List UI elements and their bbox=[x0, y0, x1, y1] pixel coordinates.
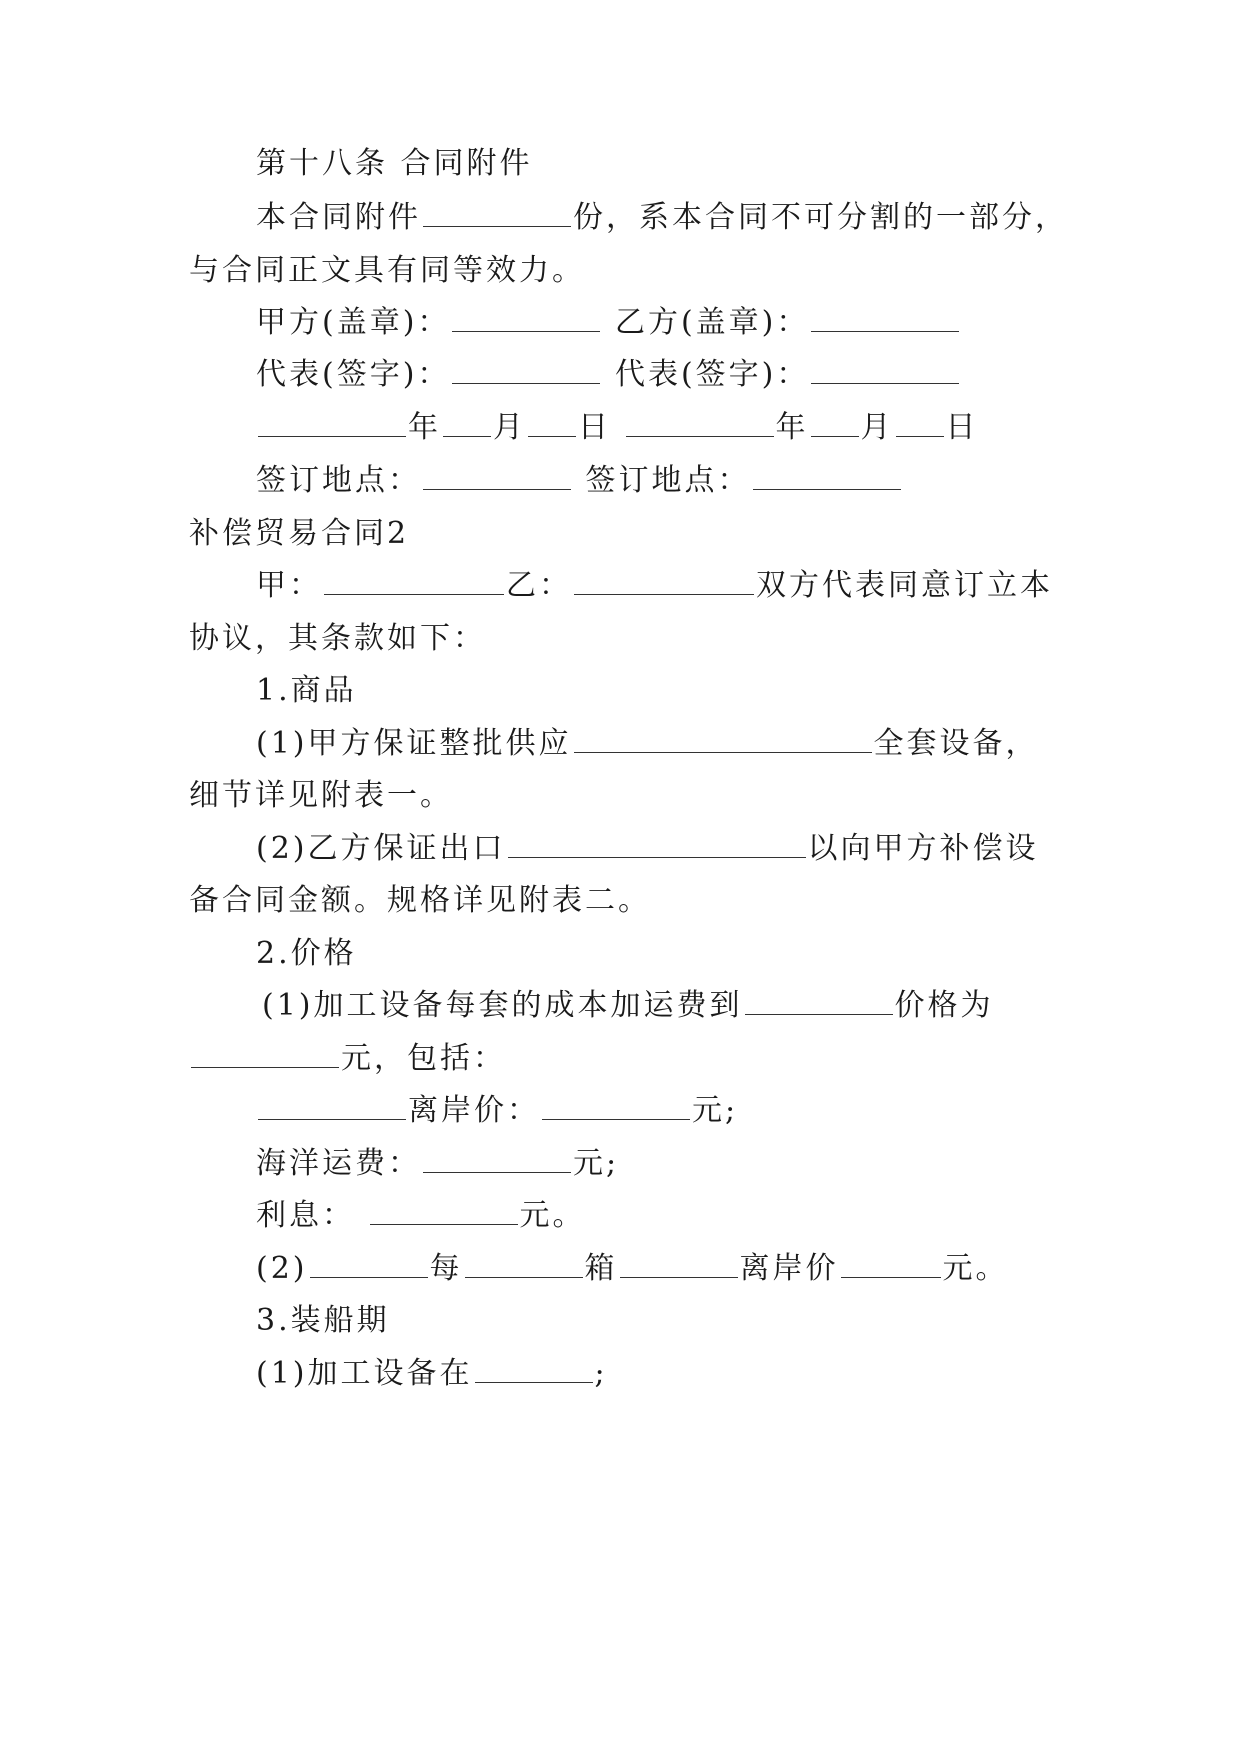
fob-price-field[interactable] bbox=[841, 1251, 941, 1278]
section-1-title: 1.商品 bbox=[256, 673, 357, 708]
section-3-title: 3.装船期 bbox=[256, 1303, 390, 1338]
port-field[interactable] bbox=[620, 1251, 738, 1278]
interest-amount-field[interactable] bbox=[370, 1198, 518, 1225]
paragraph-line: (1)加工设备在 ; bbox=[256, 1356, 608, 1391]
paragraph-line: 备合同金额。规格详见附表二。 bbox=[189, 883, 651, 918]
export-goods-field[interactable] bbox=[508, 831, 806, 858]
paragraph-line: 细节详见附表一。 bbox=[189, 778, 453, 813]
month-field[interactable] bbox=[443, 410, 491, 437]
month-field[interactable] bbox=[811, 410, 859, 437]
section-2-title: 2.价格 bbox=[256, 936, 357, 971]
party-b-name-field[interactable] bbox=[574, 568, 754, 595]
day-field[interactable] bbox=[896, 410, 944, 437]
contract-2-title: 补偿贸易合同2 bbox=[189, 516, 410, 551]
quantity-field[interactable] bbox=[465, 1251, 583, 1278]
signature-line-rep: 代表(签字)： 代表(签字)： bbox=[256, 355, 961, 395]
paragraph-line: 元，包括： bbox=[189, 1039, 506, 1079]
shipment-date-field[interactable] bbox=[475, 1356, 593, 1383]
goods-field[interactable] bbox=[310, 1251, 428, 1278]
year-field[interactable] bbox=[258, 410, 406, 437]
paragraph-line: (1)甲方保证整批供应 全套设备， bbox=[256, 726, 1039, 761]
equipment-field[interactable] bbox=[574, 726, 872, 753]
article-18-title: 第十八条 合同附件 bbox=[256, 146, 533, 181]
party-b-seal-field[interactable] bbox=[811, 305, 959, 332]
party-a-name-field[interactable] bbox=[324, 568, 504, 595]
rep-b-field[interactable] bbox=[811, 357, 959, 384]
intro-line: 甲： 乙： 双方代表同意订立本 bbox=[256, 568, 1053, 603]
fob-item-field[interactable] bbox=[258, 1093, 406, 1120]
signature-line-seal: 甲方(盖章)： 乙方(盖章)： bbox=[256, 303, 961, 343]
fob-amount-field[interactable] bbox=[542, 1093, 690, 1120]
year-field[interactable] bbox=[626, 410, 774, 437]
destination-field[interactable] bbox=[745, 988, 893, 1015]
freight-line: 海洋运费： 元; bbox=[256, 1146, 620, 1181]
blank-field[interactable] bbox=[423, 200, 571, 227]
day-field[interactable] bbox=[528, 410, 576, 437]
interest-line: 利息： 元。 bbox=[256, 1198, 586, 1233]
date-line: 年 月 日 年 月 日 bbox=[256, 408, 979, 448]
place-a-field[interactable] bbox=[423, 463, 571, 490]
rep-a-field[interactable] bbox=[452, 357, 600, 384]
place-b-field[interactable] bbox=[753, 463, 901, 490]
intro-line-2: 协议，其条款如下： bbox=[189, 621, 486, 656]
paragraph-line: 与合同正文具有同等效力。 bbox=[189, 253, 585, 288]
paragraph-line: (1)加工设备每套的成本加运费到 价格为 bbox=[262, 988, 994, 1023]
paragraph-line: (2) 每 箱 离岸价 元。 bbox=[256, 1251, 1009, 1286]
party-a-seal-field[interactable] bbox=[452, 305, 600, 332]
place-line: 签订地点： 签订地点： bbox=[256, 461, 903, 501]
freight-amount-field[interactable] bbox=[423, 1146, 571, 1173]
price-field[interactable] bbox=[191, 1041, 339, 1068]
paragraph-line: (2)乙方保证出口 以向甲方补偿设 bbox=[256, 831, 1039, 866]
paragraph-line: 本合同附件 份，系本合同不可分割的一部分， bbox=[256, 200, 1068, 235]
fob-line: 离岸价： 元; bbox=[256, 1091, 738, 1131]
